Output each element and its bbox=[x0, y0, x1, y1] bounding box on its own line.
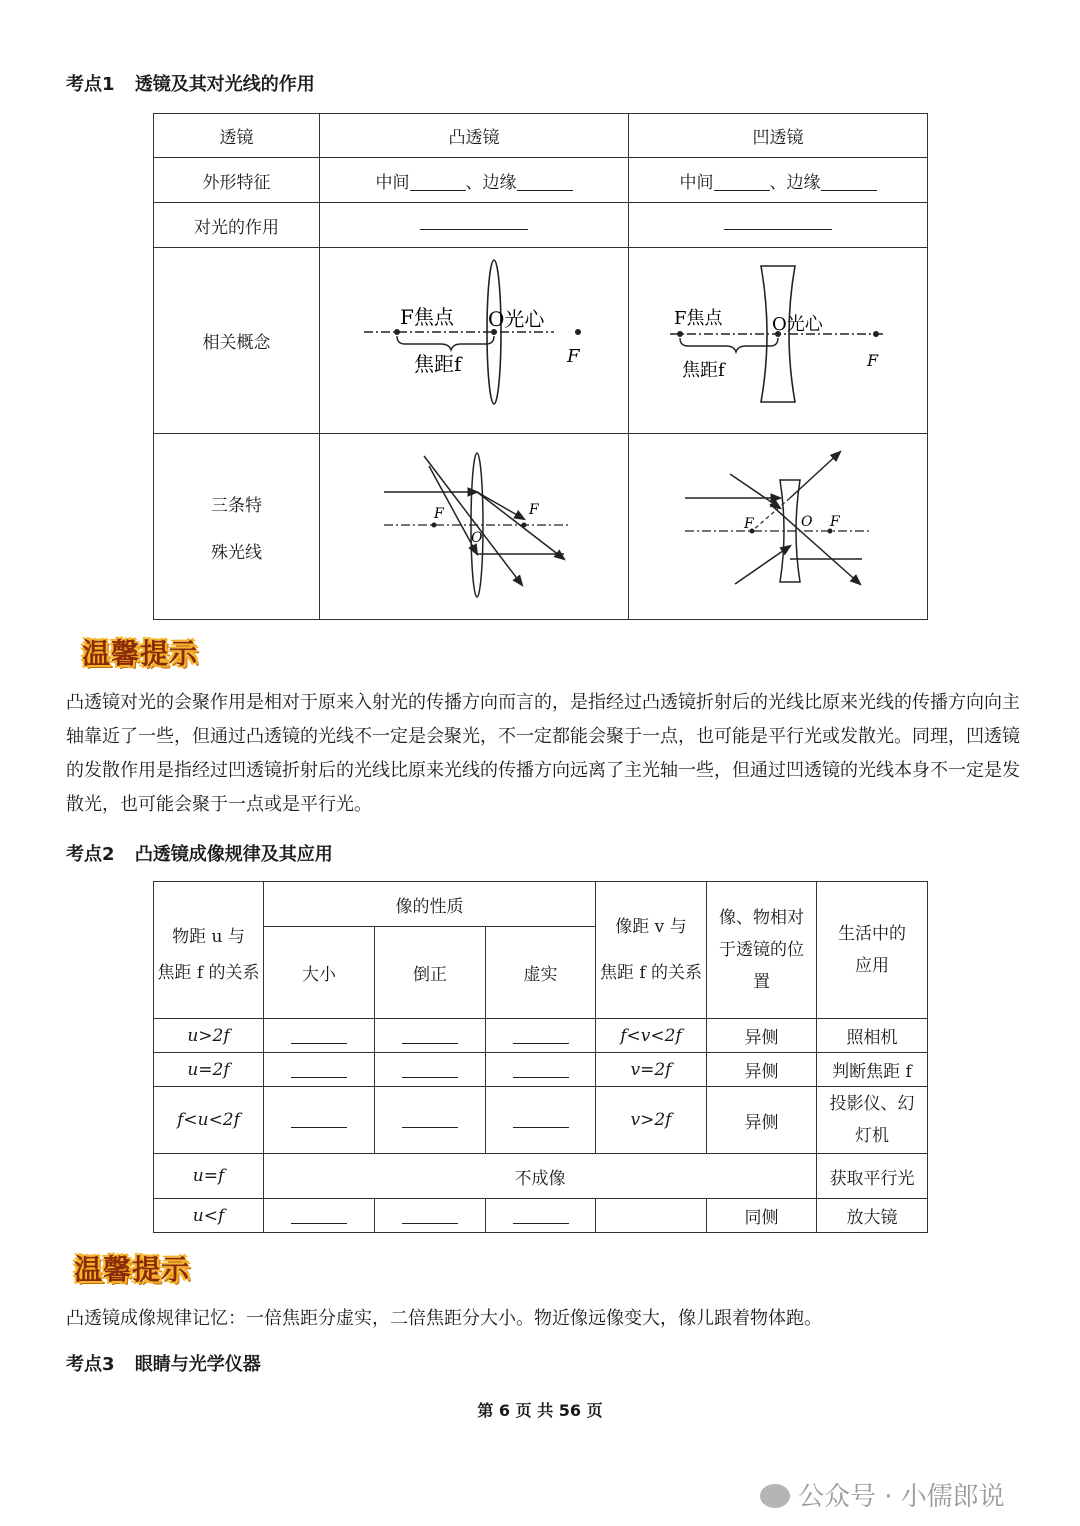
convex-focus-label: F焦点 bbox=[400, 305, 454, 329]
u-header-line1: 物距 u 与 bbox=[172, 927, 245, 947]
row1-side: 异侧 bbox=[707, 1019, 817, 1053]
v-header-line2: 焦距 f 的关系 bbox=[599, 963, 703, 983]
section2-num: 考点2 bbox=[66, 844, 115, 865]
row1-app: 照相机 bbox=[817, 1019, 928, 1053]
page-footer: 第 6 页 共 56 页 bbox=[477, 1401, 603, 1420]
convex-effect-cell bbox=[320, 203, 629, 248]
app-header: 生活中的应用 bbox=[817, 882, 928, 1019]
convex-edge-blank bbox=[517, 176, 573, 191]
row4-u: u=f bbox=[154, 1154, 264, 1199]
row4-merged: 不成像 bbox=[264, 1154, 817, 1199]
concave-concept-diagram bbox=[630, 248, 926, 428]
row1-size-cell bbox=[264, 1019, 375, 1053]
rays-label-line2: 殊光线 bbox=[211, 542, 262, 563]
nature-header: 像的性质 bbox=[264, 882, 596, 927]
section2-title: 凸透镜成像规律及其应用 bbox=[134, 844, 333, 865]
convex-rays-cell bbox=[320, 434, 629, 620]
row2-app: 判断焦距 f bbox=[817, 1053, 928, 1087]
row5-size-cell bbox=[264, 1199, 375, 1233]
row5-v bbox=[596, 1199, 707, 1233]
concave-shape-b: 、边缘 bbox=[769, 172, 821, 193]
row5-real-blank bbox=[513, 1209, 569, 1224]
convex-rays-diagram bbox=[324, 434, 624, 614]
row2-real-blank bbox=[513, 1063, 569, 1078]
convex-effect-blank bbox=[420, 219, 528, 230]
section3-title: 眼睛与光学仪器 bbox=[134, 1354, 261, 1375]
imaging-table bbox=[153, 881, 928, 1233]
row3-real-blank bbox=[513, 1113, 569, 1128]
shape-label: 外形特征 bbox=[154, 158, 320, 203]
row1-u: u>2f bbox=[154, 1019, 264, 1053]
row3-size-blank bbox=[291, 1113, 347, 1128]
concave-header-cell: 凹透镜 bbox=[629, 114, 928, 158]
wechat-icon bbox=[760, 1484, 790, 1508]
row4-app: 获取平行光 bbox=[817, 1154, 928, 1199]
section1-num: 考点1 bbox=[66, 74, 115, 95]
row2-v: v=2f bbox=[596, 1053, 707, 1087]
row2-size-cell bbox=[264, 1053, 375, 1087]
concave-middle-blank bbox=[714, 176, 770, 191]
row3-side: 异侧 bbox=[707, 1087, 817, 1154]
row5-orient-cell bbox=[375, 1199, 486, 1233]
tip2-paragraph: 凸透镜成像规律记忆：一倍焦距分虚实，二倍焦距分大小。物近像远像变大，像儿跟着物体跑。 bbox=[66, 1308, 822, 1329]
row5-app: 放大镜 bbox=[817, 1199, 928, 1233]
side-header: 像、物相对于透镜的位置 bbox=[707, 882, 817, 1019]
row3-v: v>2f bbox=[596, 1087, 707, 1154]
concept-label: 相关概念 bbox=[154, 248, 320, 434]
row5-size-blank bbox=[291, 1209, 347, 1224]
convex-f-label: F bbox=[567, 346, 580, 367]
row2-real-cell bbox=[486, 1053, 596, 1087]
row2-side: 异侧 bbox=[707, 1053, 817, 1087]
section1-title: 透镜及其对光线的作用 bbox=[134, 74, 315, 95]
row5-u: u<f bbox=[154, 1199, 264, 1233]
real-header: 虚实 bbox=[486, 927, 596, 1019]
row2-size-blank bbox=[291, 1063, 347, 1078]
row5-side: 同侧 bbox=[707, 1199, 817, 1233]
row2-orient-cell bbox=[375, 1053, 486, 1087]
concave-edge-blank bbox=[821, 176, 877, 191]
concave-effect-blank bbox=[724, 219, 832, 230]
convex-shape-b: 、边缘 bbox=[465, 172, 517, 193]
concave-rays-f-left: F bbox=[744, 516, 754, 532]
row3-app: 投影仪、幻灯机 bbox=[817, 1087, 928, 1154]
row2-orient-blank bbox=[402, 1063, 458, 1078]
concave-rays-diagram bbox=[630, 434, 926, 614]
tip-badge-2: 温馨提示 bbox=[74, 1253, 191, 1286]
concave-f-label: F bbox=[867, 351, 879, 370]
section3-num: 考点3 bbox=[66, 1354, 115, 1375]
section1-heading bbox=[66, 70, 315, 96]
convex-center-label: O光心 bbox=[488, 307, 545, 331]
row1-real-blank bbox=[513, 1029, 569, 1044]
tip-badge-1: 温馨提示 bbox=[82, 637, 199, 670]
rays-label-line1: 三条特 bbox=[211, 495, 262, 516]
concave-rays-cell bbox=[629, 434, 928, 620]
convex-rays-f-right: F bbox=[529, 502, 539, 518]
convex-concept-cell bbox=[320, 248, 629, 434]
convex-header-cell: 凸透镜 bbox=[320, 114, 629, 158]
orient-header: 倒正 bbox=[375, 927, 486, 1019]
row5-orient-blank bbox=[402, 1209, 458, 1224]
row1-orient-blank bbox=[402, 1029, 458, 1044]
tip1-paragraph: 凸透镜对光的会聚作用是相对于原来入射光的传播方向而言的，是指经过凸透镜折射后的光线比原来光线的传播方向向主轴靠近了一些，但通过凸透镜的光线不一定是会聚光，不一定都能会聚于一点，也可能是平行光或发散光。同理，凹透镜的发散作用是指经过凹透镜折射后的光线比原来光线的传播方向远离了主光轴一些，但通过凹透镜的光线本身不一定是发散光，也可能会聚于一点或是平行光。 bbox=[66, 692, 1020, 815]
concave-rays-f-right: F bbox=[830, 514, 840, 530]
u-relation-header bbox=[154, 882, 264, 1019]
watermark bbox=[760, 1476, 1005, 1513]
convex-rays-o: O bbox=[471, 530, 483, 546]
effect-label: 对光的作用 bbox=[154, 203, 320, 248]
row2-u: u=2f bbox=[154, 1053, 264, 1087]
row1-size-blank bbox=[291, 1029, 347, 1044]
row1-orient-cell bbox=[375, 1019, 486, 1053]
row3-u: f<u<2f bbox=[154, 1087, 264, 1154]
lens-table bbox=[153, 113, 928, 620]
section3-heading bbox=[66, 1350, 261, 1376]
concave-concept-cell bbox=[629, 248, 928, 434]
u-header-line2: 焦距 f 的关系 bbox=[157, 963, 260, 983]
row3-size-cell bbox=[264, 1087, 375, 1154]
concave-rays-o: O bbox=[801, 514, 813, 530]
size-header: 大小 bbox=[264, 927, 375, 1019]
convex-shape-cell bbox=[320, 158, 629, 203]
concave-shape-a: 中间 bbox=[679, 172, 714, 193]
rays-label bbox=[154, 434, 320, 620]
convex-focal-length-label: 焦距f bbox=[414, 352, 462, 376]
row5-real-cell bbox=[486, 1199, 596, 1233]
concave-center-label: O光心 bbox=[772, 314, 823, 335]
concave-focus-label: F焦点 bbox=[674, 308, 723, 329]
v-header-line1: 像距 v 与 bbox=[615, 917, 687, 937]
row3-real-cell bbox=[486, 1087, 596, 1154]
watermark-text: 公众号 · 小儒郎说 bbox=[798, 1482, 1005, 1512]
v-relation-header bbox=[596, 882, 707, 1019]
concave-shape-cell bbox=[629, 158, 928, 203]
convex-shape-a: 中间 bbox=[375, 172, 410, 193]
concave-focal-length-label: 焦距f bbox=[682, 360, 725, 381]
convex-middle-blank bbox=[410, 176, 466, 191]
row1-v: f<v<2f bbox=[596, 1019, 707, 1053]
lens-header-cell: 透镜 bbox=[154, 114, 320, 158]
row1-real-cell bbox=[486, 1019, 596, 1053]
row3-orient-cell bbox=[375, 1087, 486, 1154]
row3-orient-blank bbox=[402, 1113, 458, 1128]
convex-rays-f-left: F bbox=[434, 506, 444, 522]
section2-heading bbox=[66, 840, 333, 866]
convex-concept-diagram bbox=[324, 248, 624, 428]
concave-effect-cell bbox=[629, 203, 928, 248]
